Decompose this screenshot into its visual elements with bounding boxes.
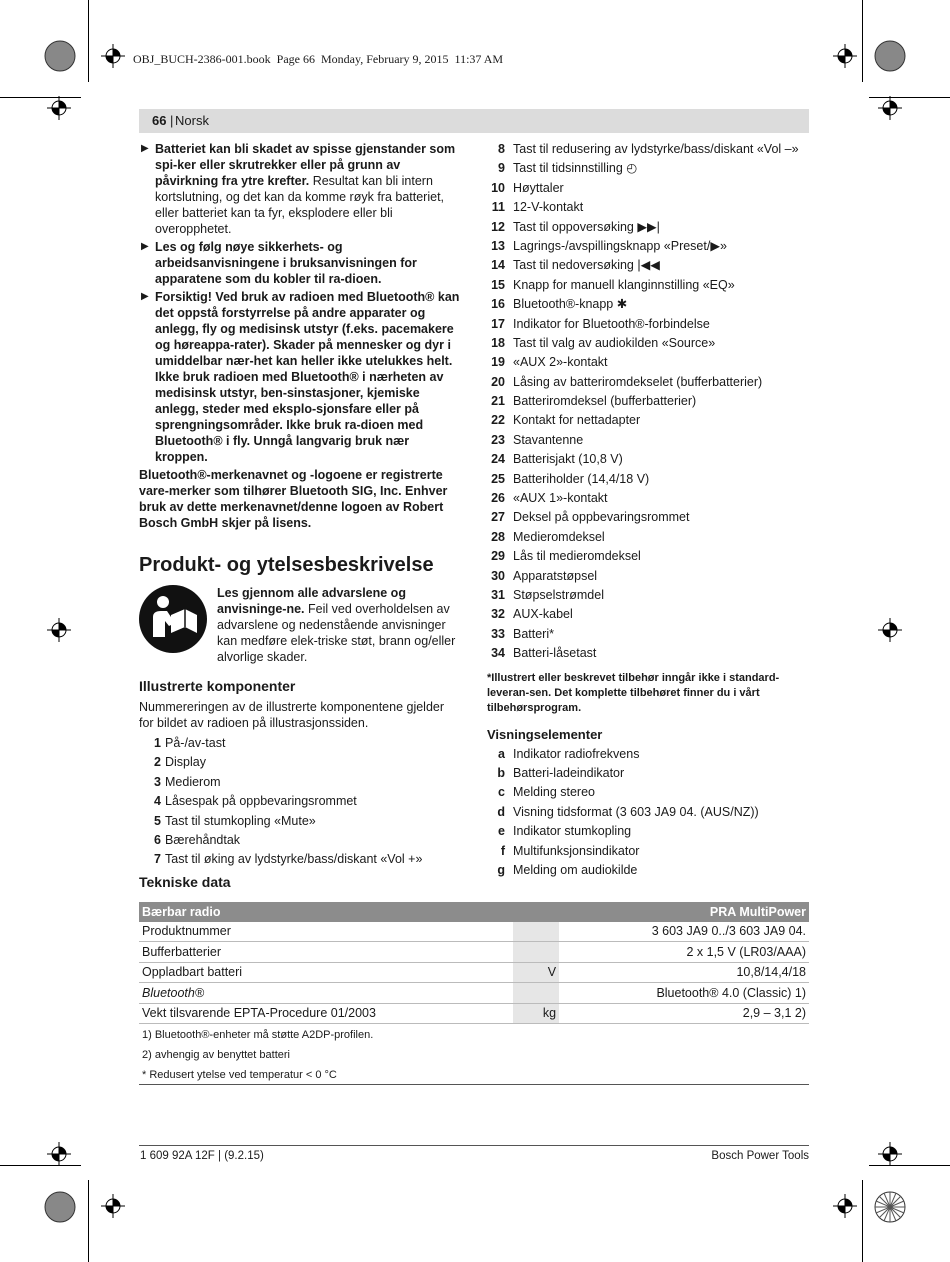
list-item-label: Deksel på oppbevaringsrommet — [513, 510, 690, 525]
crosshair-mark-icon — [101, 44, 125, 68]
list-item-label: Batteri-låsetast — [513, 646, 597, 661]
table-header-cell: Bærbar radio — [139, 902, 513, 922]
list-item-number: 26 — [491, 491, 505, 506]
bullet-text: Resultat kan bli intern kortslutning, og det kan da komme røyk fra batteriet, eller batteriet kan ta fyr, eksplodere eller bli overopphetet. — [155, 174, 445, 236]
list-item-label: Batterisjakt (10,8 V) — [513, 452, 623, 467]
crosshair-mark-icon — [101, 1194, 125, 1218]
display-title: Visningselementer — [487, 726, 603, 742]
table-cell: Bluetooth® 4.0 (Classic) 1) — [559, 983, 809, 1004]
list-item-number: g — [497, 862, 505, 877]
list-item: 2 Display — [154, 755, 206, 770]
list-item — [487, 374, 809, 393]
list-item-label: Multifunksjonsindikator — [513, 843, 640, 858]
list-item-label: Medieromdeksel — [513, 529, 605, 544]
list-item-number: 22 — [491, 413, 505, 428]
list-item-label: Tast til tidsinnstilling ◴ — [513, 161, 638, 176]
list-item-label: Lagrings-/avspillingsknapp «Preset/▶» — [513, 238, 727, 253]
list-item-number: 18 — [491, 335, 505, 350]
list-item-label: Batteriromdeksel (bufferbatterier) — [513, 394, 697, 409]
list-item — [487, 587, 809, 606]
list-item-number: 11 — [491, 200, 505, 215]
list-item-number: a — [498, 746, 505, 761]
table-cell: Bufferbatterier — [139, 942, 513, 963]
list-item-number: f — [500, 843, 505, 858]
table-row — [139, 983, 809, 1004]
list-item-number: 12 — [491, 219, 505, 234]
footnote: 1) Bluetooth®-enheter må støtte A2DP-profilen. — [142, 1029, 374, 1041]
components-intro: Nummereringen av de illustrerte komponentene gjelder for bildet av radioen på illustrasjonssiden. — [139, 700, 445, 730]
list-item-label: Tast til oppoversøking ▶▶| — [513, 219, 660, 234]
crop-line — [862, 0, 863, 82]
table-end-rule — [139, 1084, 809, 1085]
list-item — [487, 451, 809, 470]
table-cell: 2,9 – 3,1 2) — [559, 1003, 809, 1024]
list-item-label: Batteri-ladeindikator — [513, 765, 625, 780]
bullet-triangle-icon: ▶ — [141, 241, 149, 252]
list-item-number: 19 — [491, 355, 505, 370]
warning-text: Les gjennom alle advarslene og anvisninge-ne. Feil ved overholdelsen av advarslene og nedenstående anvisninger kan medføre elek-triske støt, brann og/eller alvorlige skader. — [217, 586, 456, 664]
list-item-number: 33 — [491, 626, 505, 641]
footnote: * Redusert ytelse ved temperatur < 0 °C — [142, 1069, 337, 1081]
list-item-number: 25 — [491, 471, 505, 486]
list-item-label: Batteriholder (14,4/18 V) — [513, 471, 650, 486]
table-cell: kg — [513, 1003, 559, 1024]
crosshair-mark-icon — [47, 1142, 71, 1166]
list-item-label: Låsing av batteriromdekselet (bufferbatterier) — [513, 374, 763, 389]
footer-rule — [139, 1145, 809, 1146]
components-title: Illustrerte komponenter — [139, 678, 296, 694]
table-cell — [513, 922, 559, 942]
bullet-bold-text: Forsiktig! Ved bruk av radioen med Bluetooth® kan det oppstå forstyrrelse på andre apparater og anlegg, fly og medisinsk utstyr (f.eks. pacemakere og høreappa-rater). Skader på mennesker og dyr i umiddelbar nær-het kan heller ikke utelukkes helt. Ikke bruk radioen med Bluetooth® i nærheten av medisinsk utstyr, ben-sinstasjoner, kjemiske anlegg, steder med eksplo-sjonsfare eller på sprengningsområder. Ikke bruk ra-dioen med Bluetooth® i fly. Unngå langvarig bruk nær kroppen. — [155, 290, 460, 464]
list-item-label: Knapp for manuell klanginnstilling «EQ» — [513, 277, 735, 292]
list-item — [487, 626, 809, 645]
list-item-number: c — [498, 785, 505, 800]
left-column — [139, 141, 461, 871]
list-item-number: 30 — [491, 568, 505, 583]
list-item-number: 24 — [491, 452, 505, 467]
list-item-number: 21 — [491, 394, 505, 409]
list-item-label: Indikator stumkopling — [513, 824, 632, 839]
list-item: 3 Medierom — [154, 774, 221, 789]
list-item: 6 Bærehåndtak — [154, 832, 241, 847]
list-item-label: Melding om audiokilde — [513, 862, 638, 877]
list-item-label: Bluetooth®-knapp ✱ — [513, 297, 628, 312]
crop-line — [88, 1180, 89, 1262]
table-header-cell: PRA MultiPower — [559, 902, 809, 922]
list-item-label: Lås til medieromdeksel — [513, 549, 641, 564]
safety-bullet — [139, 289, 461, 465]
crosshair-mark-icon — [833, 44, 857, 68]
registration-mark-icon — [870, 36, 910, 76]
crosshair-mark-icon — [878, 96, 902, 120]
footnote: 2) avhengig av benyttet batteri — [142, 1049, 290, 1061]
header-language: Norsk — [175, 113, 209, 128]
list-item — [487, 784, 809, 803]
list-item — [487, 141, 809, 160]
table-cell: Bluetooth® — [139, 983, 513, 1004]
list-item-label: Indikator radiofrekvens — [513, 746, 640, 761]
list-item-label: «AUX 1»-kontakt — [513, 491, 608, 506]
list-item-label: Høyttaler — [513, 180, 564, 195]
display-list — [487, 746, 809, 882]
table-header-cell — [513, 902, 559, 922]
list-item-label: 12-V-kontakt — [513, 200, 584, 215]
list-item: 5 Tast til stumkopling «Mute» — [154, 813, 316, 828]
list-item — [487, 471, 809, 490]
list-item — [487, 746, 809, 765]
list-item — [487, 490, 809, 509]
read-manual-icon — [139, 585, 207, 653]
table-cell: 10,8/14,4/18 — [559, 962, 809, 983]
list-item-number: d — [497, 804, 505, 819]
crosshair-mark-icon — [47, 618, 71, 642]
list-item-number: e — [498, 824, 505, 839]
list-item-label: «AUX 2»-kontakt — [513, 355, 608, 370]
table-header-row — [139, 902, 809, 922]
crosshair-mark-icon — [878, 1142, 902, 1166]
bullet-triangle-icon: ▶ — [141, 291, 149, 302]
component-list-continued — [487, 141, 809, 665]
table-cell: Oppladbart batteri — [139, 962, 513, 983]
list-item-label: Tast til nedoversøking |◀◀ — [513, 258, 660, 273]
list-item-number: 23 — [491, 432, 505, 447]
crosshair-mark-icon — [878, 618, 902, 642]
list-item-label: Visning tidsformat (3 603 JA9 04. (AUS/NZ)) — [513, 804, 759, 819]
footer-left: 1 609 92A 12F | (9.2.15) — [140, 1150, 264, 1162]
list-item — [487, 160, 809, 179]
list-item-number: 8 — [498, 142, 505, 156]
list-item — [487, 765, 809, 784]
list-item-number: 10 — [491, 180, 505, 195]
table-row — [139, 922, 809, 942]
list-item — [487, 238, 809, 257]
list-item-number: 14 — [491, 258, 505, 273]
list-item-number: 15 — [491, 277, 505, 292]
list-item — [487, 412, 809, 431]
footer-right: Bosch Power Tools — [711, 1150, 809, 1162]
registration-mark-icon — [870, 1187, 910, 1227]
list-item — [487, 568, 809, 587]
list-item-number: 28 — [491, 529, 505, 544]
table-cell — [513, 942, 559, 963]
list-item — [487, 548, 809, 567]
component-list — [139, 735, 461, 871]
list-item-label: Støpselstrømdel — [513, 587, 604, 602]
header-separator: | — [170, 113, 174, 128]
list-item-number: 13 — [491, 238, 505, 253]
list-item — [487, 277, 809, 296]
list-item-label: Indikator for Bluetooth®-forbindelse — [513, 316, 710, 331]
list-item — [487, 432, 809, 451]
tech-data-table — [139, 902, 809, 1024]
list-item — [487, 335, 809, 354]
list-item-number: 17 — [491, 316, 505, 331]
list-item: 4 Låsespak på oppbevaringsrommet — [154, 794, 357, 809]
table-cell: V — [513, 962, 559, 983]
list-item: 1 På-/av-tast — [154, 736, 226, 750]
list-item-number: b — [497, 765, 505, 780]
list-item — [487, 804, 809, 823]
tech-data-title: Tekniske data — [139, 874, 231, 890]
list-item — [487, 529, 809, 548]
list-item-number: 29 — [491, 549, 505, 564]
table-cell: Vekt tilsvarende EPTA-Procedure 01/2003 — [139, 1003, 513, 1024]
right-column — [487, 141, 809, 881]
list-item — [487, 354, 809, 373]
safety-bullet — [139, 141, 461, 237]
list-item — [487, 393, 809, 412]
table-cell: 3 603 JA9 0../3 603 JA9 04. — [559, 922, 809, 942]
safety-bullet — [139, 239, 461, 287]
section-title: Produkt- og ytelsesbeskrivelse — [139, 554, 434, 576]
bullet-triangle-icon: ▶ — [141, 143, 149, 154]
list-item-label: Apparatstøpsel — [513, 568, 598, 583]
table-row — [139, 1003, 809, 1024]
list-item — [487, 645, 809, 664]
list-item — [487, 509, 809, 528]
crosshair-mark-icon — [47, 96, 71, 120]
list-item — [487, 843, 809, 862]
table-cell: 2 x 1,5 V (LR03/AAA) — [559, 942, 809, 963]
table-cell: Produktnummer — [139, 922, 513, 942]
registration-mark-icon — [40, 36, 80, 76]
list-item-number: 34 — [491, 646, 505, 661]
list-item — [487, 219, 809, 238]
warning-block — [139, 585, 461, 664]
registration-mark-icon — [40, 1187, 80, 1227]
list-item: 7 Tast til øking av lydstyrke/bass/diskant «Vol +» — [154, 852, 423, 867]
list-item-number: 32 — [491, 607, 505, 622]
list-item-number: 27 — [491, 510, 505, 525]
table-row — [139, 942, 809, 963]
list-item-label: Melding stereo — [513, 785, 595, 800]
list-item-label: Tast til valg av audiokilden «Source» — [513, 335, 716, 350]
list-item — [487, 606, 809, 625]
list-item — [487, 180, 809, 199]
list-item-label: Stavantenne — [513, 432, 584, 447]
list-item — [487, 823, 809, 842]
list-item — [487, 199, 809, 218]
list-item-number: 20 — [491, 374, 505, 389]
bullet-bold-text: Les og følg nøye sikkerhets- og arbeidsanvisningene i bruksanvisningen for apparatene som du kobler til ra-dioen. — [155, 240, 417, 286]
crop-line — [862, 1180, 863, 1262]
list-item — [487, 257, 809, 276]
crop-line — [88, 0, 89, 82]
accessory-note: *Illustrert eller beskrevet tilbehør inngår ikke i standard-leveran-sen. Det komplette tilbehøret finner du i vårt tilbehørsprogram. — [487, 671, 780, 714]
print-header: OBJ_BUCH-2386-001.book Page 66 Monday, February 9, 2015 11:37 AM — [133, 52, 504, 66]
list-item-label: Kontakt for nettadapter — [513, 413, 641, 428]
page-number: 66 — [152, 113, 167, 128]
table-row — [139, 962, 809, 983]
list-item — [487, 296, 809, 315]
bullet-bold-text: Batteriet kan bli skadet av spisse gjenstander som spi-ker eller skrutrekker eller på grunn av påvirkning fra ytre krefter. — [155, 142, 456, 188]
list-item-label: Tast til redusering av lydstyrke/bass/diskant «Vol –» — [513, 142, 799, 156]
table-cell — [513, 983, 559, 1004]
list-item — [487, 862, 809, 881]
crosshair-mark-icon — [833, 1194, 857, 1218]
trademark-note: Bluetooth®-merkenavnet og -logoene er registrerte vare-merker som tilhører Bluetooth SIG, Inc. Enhver bruk av dette merkenavnet/denne logoen av Robert Bosch GmbH skjer på lisens. — [139, 468, 448, 530]
list-item-label: AUX-kabel — [513, 607, 573, 622]
list-item-number: 9 — [498, 161, 505, 176]
page-header-bar — [139, 109, 809, 133]
list-item — [487, 316, 809, 335]
list-item-number: 31 — [491, 587, 505, 602]
list-item-number: 16 — [491, 297, 505, 312]
list-item-label: Batteri* — [513, 626, 554, 641]
